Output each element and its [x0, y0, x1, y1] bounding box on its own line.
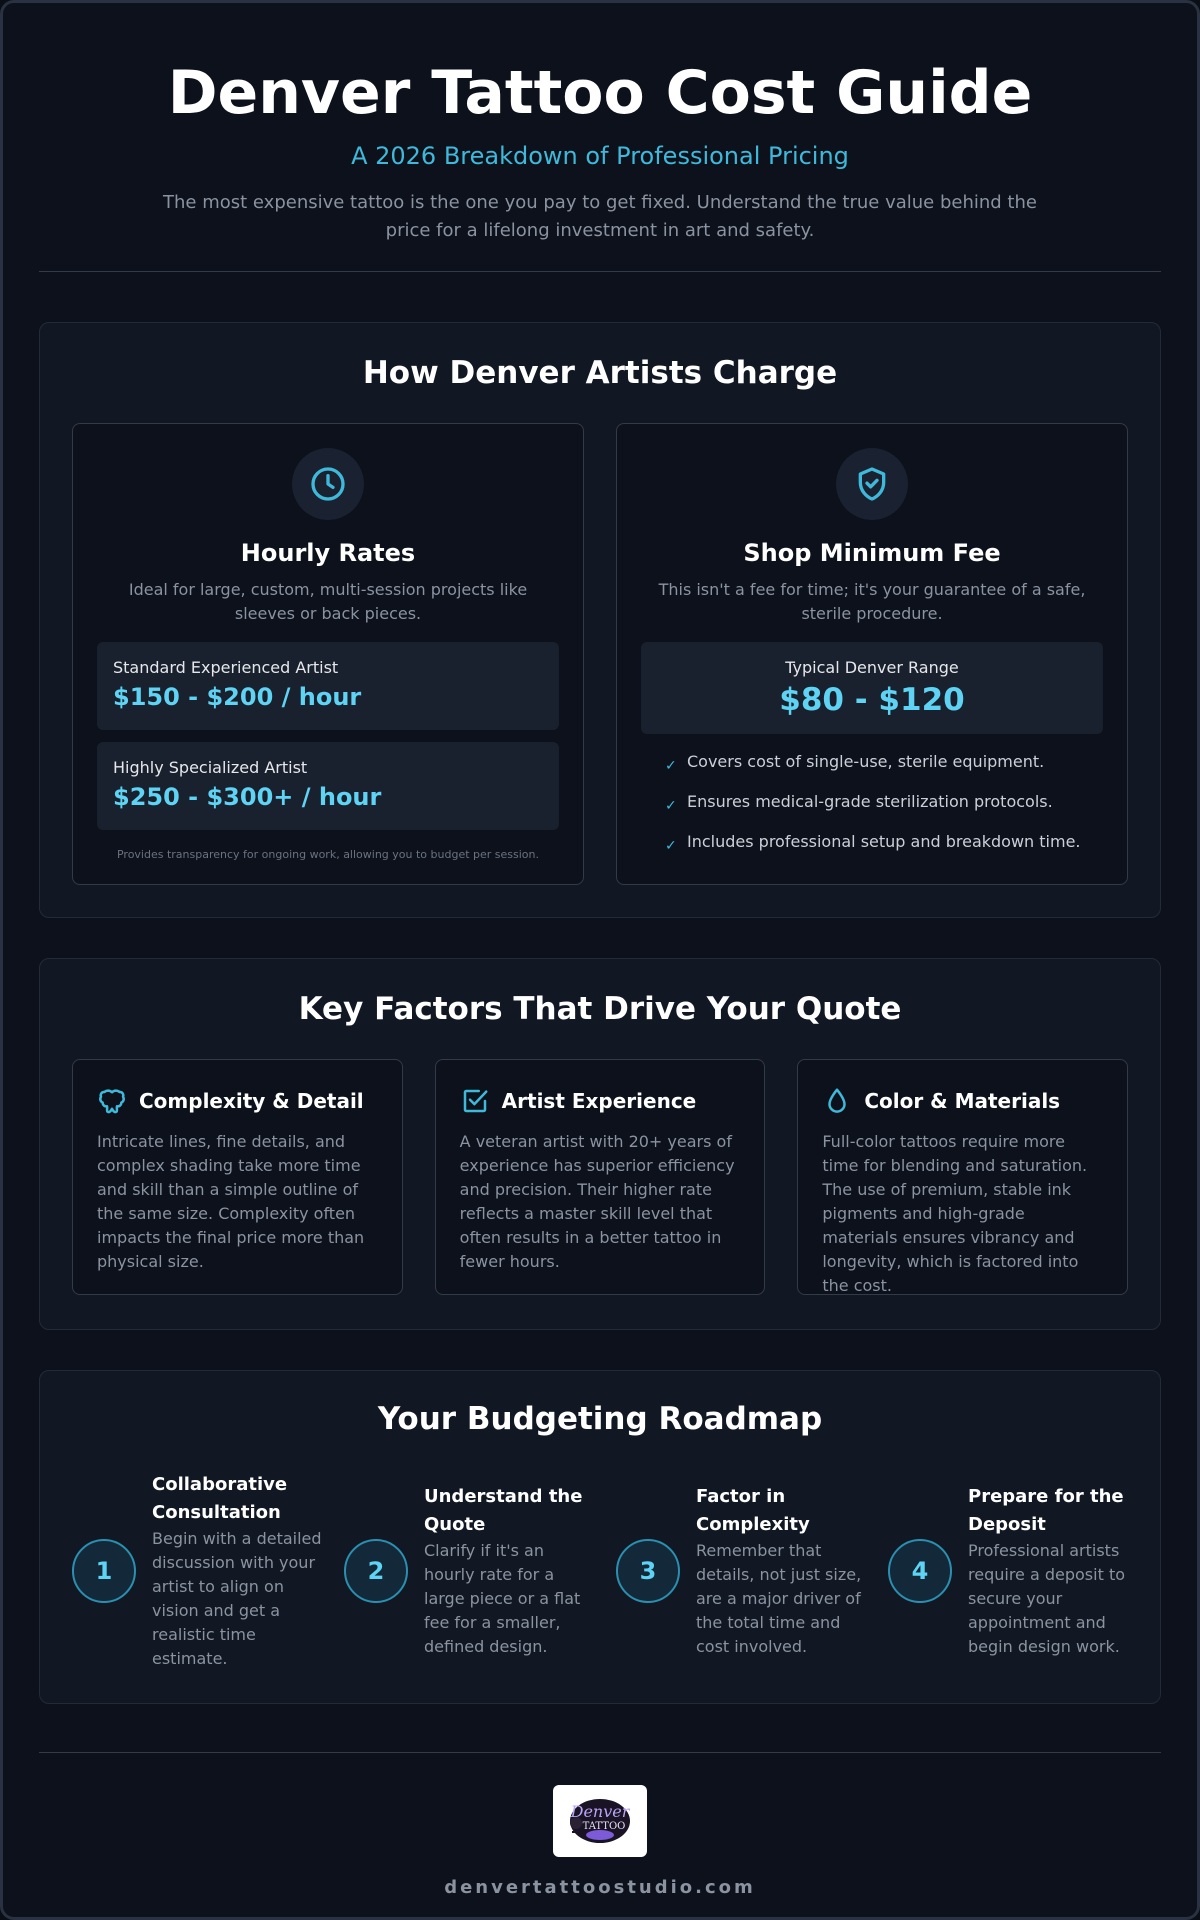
shield-check-icon: [836, 448, 908, 520]
factors-section-title: Key Factors That Drive Your Quote: [298, 991, 902, 1027]
shop-minimum-description: This isn't a fee for time; it's your guarantee of a safe, sterile procedure.: [658, 580, 1086, 623]
roadmap-section-title: Your Budgeting Roadmap: [377, 1401, 823, 1437]
page-subtitle: A 2026 Breakdown of Professional Pricing: [351, 142, 849, 170]
roadmap-step: [344, 1471, 616, 1671]
rate-tier-label: Highly Specialized Artist: [113, 758, 308, 777]
range-label: Typical Denver Range: [785, 658, 959, 677]
step-number-badge: 4: [888, 1539, 952, 1603]
factor-description: Full-color tattoos require more time for blending and saturation. The use of premium, stable ink pigments and high-grade materials ensures vibrancy and longevity, which is factored into the cost.: [822, 1132, 1088, 1295]
factor-card-color: [797, 1059, 1128, 1295]
factor-card-experience: [435, 1059, 766, 1295]
step-title: Prepare for the Deposit: [968, 1486, 1124, 1535]
check-icon: ✓: [665, 798, 677, 814]
step-description: Clarify if it's an hourly rate for a large piece or a flat fee for a smaller, defined design.: [424, 1541, 581, 1656]
factor-description: A veteran artist with 20+ years of experience has superior efficiency and precision. Their higher rate reflects a master skill level that often results in a better tattoo in fewer hours.: [459, 1132, 735, 1271]
studio-logo[interactable]: [553, 1785, 647, 1857]
step-description: Professional artists require a deposit to secure your appointment and begin design work.: [968, 1541, 1126, 1656]
footer-divider: [39, 1752, 1161, 1753]
benefit-list: [641, 752, 1103, 856]
factor-card-complexity: [72, 1059, 403, 1295]
step-title: Collaborative Consultation: [152, 1474, 288, 1523]
hourly-rates-card: [72, 423, 584, 885]
page-footer: [39, 1785, 1161, 1898]
rate-tier-standard: [97, 642, 559, 730]
step-number-badge: 3: [616, 1539, 680, 1603]
step-title: Factor in Complexity: [696, 1486, 810, 1535]
charge-section: [39, 322, 1161, 918]
page-title: Denver Tattoo Cost Guide: [167, 58, 1033, 128]
hourly-rates-footnote: Provides transparency for ongoing work, allowing you to budget per session.: [116, 848, 540, 861]
intro-text: The most expensive tattoo is the one you pay to get fixed. Understand the true value behind the price for a lifelong investment in art and safety.: [163, 192, 1037, 241]
rate-tier-value: $150 - $200 / hour: [113, 683, 362, 711]
step-description: Remember that details, not just size, are a major driver of the total time and cost involved.: [696, 1541, 862, 1656]
header-divider: [39, 271, 1161, 272]
hourly-rates-title: Hourly Rates: [240, 539, 416, 567]
factor-description: Intricate lines, fine details, and complex shading take more time and skill than a simple outline of the same size. Complexity often impacts the final price more than physical size.: [97, 1132, 365, 1271]
range-box: [641, 642, 1103, 734]
roadmap-step: [72, 1471, 344, 1671]
website-link[interactable]: denvertattoostudio.com: [444, 1877, 756, 1898]
svg-text:Denver: Denver: [570, 1802, 630, 1821]
shop-minimum-card: [616, 423, 1128, 885]
svg-text:TATTOO: TATTOO: [582, 1821, 626, 1832]
roadmap-step: [616, 1471, 888, 1671]
benefit-item: [665, 752, 1103, 776]
factors-section: [39, 958, 1161, 1330]
factor-title: Artist Experience: [501, 1089, 697, 1113]
factor-title: Color & Materials: [864, 1089, 1061, 1113]
benefit-text: Covers cost of single-use, sterile equipment.: [687, 752, 1045, 771]
studio-logo-image: [560, 1791, 640, 1851]
charge-section-title: How Denver Artists Charge: [362, 355, 838, 391]
benefit-item: [665, 832, 1103, 856]
factor-title: Complexity & Detail: [139, 1089, 364, 1113]
check-icon: ✓: [665, 838, 677, 854]
step-title: Understand the Quote: [424, 1486, 583, 1535]
rate-tier-label: Standard Experienced Artist: [113, 658, 339, 677]
benefit-text: Includes professional setup and breakdown time.: [687, 832, 1081, 851]
clock-icon: [292, 448, 364, 520]
range-value: $80 - $120: [779, 682, 965, 718]
benefit-text: Ensures medical-grade sterilization protocols.: [687, 792, 1053, 811]
step-number-badge: 2: [344, 1539, 408, 1603]
shop-minimum-title: Shop Minimum Fee: [743, 539, 1001, 567]
check-icon: ✓: [665, 758, 677, 774]
page-header: [39, 3, 1161, 245]
step-number-badge: 1: [72, 1539, 136, 1603]
checkbox-icon: [460, 1086, 490, 1116]
rate-tier-value: $250 - $300+ / hour: [113, 783, 382, 811]
droplet-icon: [822, 1086, 852, 1116]
roadmap-step: [888, 1471, 1160, 1671]
brain-icon: [97, 1086, 127, 1116]
step-description: Begin with a detailed discussion with your artist to align on vision and get a realistic time estimate.: [152, 1529, 322, 1668]
rate-tier-specialized: [97, 742, 559, 830]
hourly-rates-description: Ideal for large, custom, multi-session projects like sleeves or back pieces.: [128, 580, 528, 623]
roadmap-section: [39, 1370, 1161, 1704]
benefit-item: [665, 792, 1103, 816]
